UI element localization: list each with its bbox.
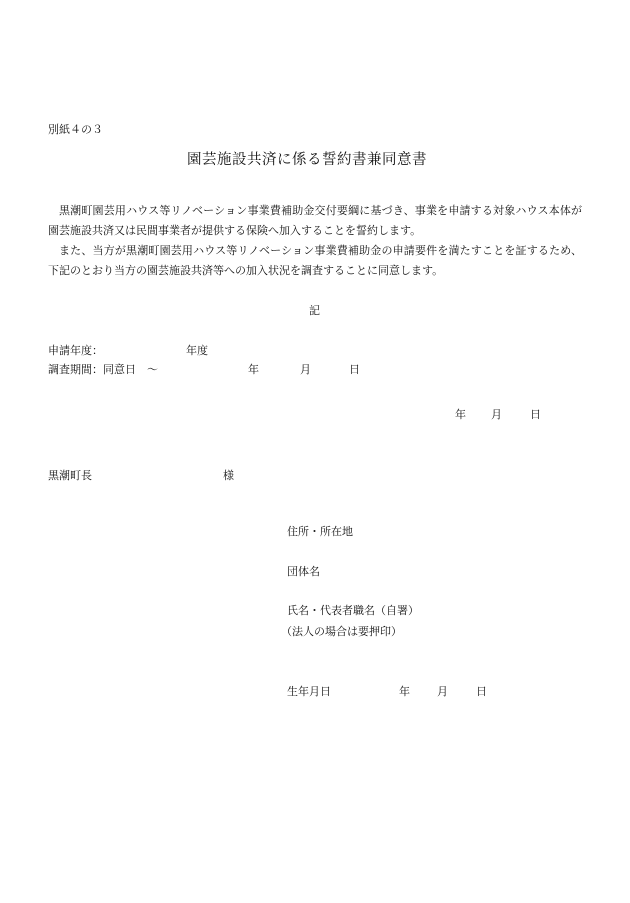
seal-note: （法人の場合は要押印） xyxy=(281,625,402,638)
survey-period-year: 年 xyxy=(248,363,259,376)
pledge-paragraph: 黒潮町園芸用ハウス等リノベーション事業費補助金交付要綱に基づき、事業を申請する対象ハウス本体が園芸施設共済又は民間事業者が提供する保険へ加入することを誓約します。 xyxy=(48,204,582,237)
date-month: 月 xyxy=(491,408,502,421)
organization-label: 団体名 xyxy=(287,565,320,578)
survey-period-day: 日 xyxy=(349,363,360,376)
birthdate-label: 生年月日 xyxy=(287,685,331,698)
address-label: 住所・所在地 xyxy=(287,525,353,538)
survey-period-month: 月 xyxy=(300,363,311,376)
date-day: 日 xyxy=(530,408,541,421)
survey-period-label: 調査期間：同意日 ～ xyxy=(48,363,158,376)
form-number: 別紙４の３ xyxy=(48,123,103,136)
document-title: 園芸施設共済に係る誓約書兼同意書 xyxy=(187,152,427,168)
birthdate-month: 月 xyxy=(437,685,448,698)
ki-heading: 記 xyxy=(309,304,320,317)
consent-paragraph: また、当方が黒潮町園芸用ハウス等リノベーション事業費補助金の申請要件を満たすことを証するため、下記のとおり当方の園芸施設共済等への加入状況を調査することに同意します。 xyxy=(48,244,582,277)
date-year: 年 xyxy=(455,408,466,421)
recipient-name: 黒潮町長 xyxy=(48,469,92,482)
fiscal-year-suffix: 年度 xyxy=(186,344,208,357)
recipient-honorific: 様 xyxy=(223,469,234,482)
birthdate-year: 年 xyxy=(399,685,410,698)
fiscal-year-label: 申請年度： xyxy=(48,344,103,357)
birthdate-day: 日 xyxy=(476,685,487,698)
pledge-paragraph-block xyxy=(48,201,582,281)
signature-name-label: 氏名・代表者職名（自署） xyxy=(287,604,419,617)
